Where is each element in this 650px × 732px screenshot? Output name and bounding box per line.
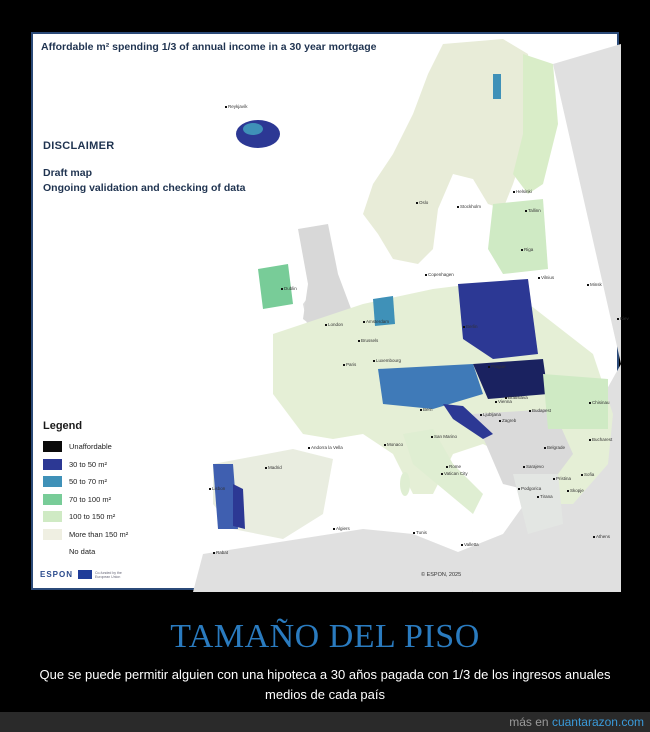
legend-swatch-no-data <box>43 546 62 557</box>
city-label: Stockholm <box>457 204 481 209</box>
city-label: Reykjavík <box>225 104 248 109</box>
city-label: Tunis <box>413 530 427 535</box>
legend-item: More than 150 m² <box>43 526 128 544</box>
legend-item: 50 to 70 m² <box>43 473 128 491</box>
city-label: Rome <box>446 464 461 469</box>
disclaimer <box>43 140 245 194</box>
map-title: Affordable m² spending 1/3 of annual income in a 30 year mortgage <box>41 41 377 53</box>
city-label: Rabat <box>213 550 228 555</box>
city-label: San Marino <box>431 434 457 439</box>
city-label: Sofia <box>581 472 594 477</box>
city-label: Valletta <box>461 542 479 547</box>
caption-subtext: Que se puede permitir alguien con una hipoteca a 30 años pagada con 1/3 de los ingresos anuales medios de cada país <box>39 667 611 702</box>
footer-prefix: más en <box>509 715 549 729</box>
site-link[interactable]: cuantarazon.com <box>551 715 644 729</box>
city-label: Berlin <box>463 324 478 329</box>
eu-cofunded-text: Co-funded by the European Union <box>95 570 122 579</box>
map-legend <box>43 420 128 561</box>
map-frame <box>31 32 629 590</box>
city-label: Bucharest <box>589 437 612 442</box>
city-label: Zagreb <box>499 418 516 423</box>
city-label: Helsinki <box>513 189 532 194</box>
city-label: Belgrade <box>544 445 565 450</box>
city-label: Kiev <box>617 316 629 321</box>
legend-swatch-unaffordable <box>43 441 62 452</box>
legend-swatch-70-100 <box>43 494 62 505</box>
city-label: Oslo <box>416 200 428 205</box>
legend-item: 100 to 150 m² <box>43 508 128 526</box>
city-label: Ljubljana <box>480 412 501 417</box>
disclaimer-line1: Draft map <box>43 167 93 179</box>
city-label: Lisbon <box>209 486 225 491</box>
legend-item: Unaffordable <box>43 438 128 456</box>
espon-logo <box>40 570 123 579</box>
city-label: Vienna <box>495 399 512 404</box>
city-label: Monaco <box>384 442 403 447</box>
city-label: Athens <box>593 534 610 539</box>
city-label: Madrid <box>265 465 282 470</box>
city-label: Bratislava <box>505 395 528 400</box>
city-label: Algiers <box>333 526 350 531</box>
city-label: Vatican City <box>441 471 468 476</box>
city-label: Sarajevo <box>523 464 544 469</box>
city-label: Tallinn <box>525 208 541 213</box>
legend-item: 30 to 50 m² <box>43 456 128 474</box>
legend-swatch-50-70 <box>43 476 62 487</box>
caption-headline: TAMAÑO DEL PISO <box>170 618 480 655</box>
espon-wordmark: ESPON <box>40 570 74 579</box>
city-label: Andorra la Vella <box>308 445 343 450</box>
city-label: Riga <box>521 247 533 252</box>
city-label: Copenhagen <box>425 272 454 277</box>
city-label: Chisinau <box>589 400 610 405</box>
eu-flag-icon <box>78 570 92 579</box>
city-label: Bern <box>420 407 433 412</box>
legend-title: Legend <box>43 420 83 432</box>
legend-item: 70 to 100 m² <box>43 491 128 509</box>
city-label: Tirana <box>537 494 553 499</box>
city-label: Brussels <box>358 338 378 343</box>
legend-swatch-100-150 <box>43 511 62 522</box>
city-label: Vilnius <box>538 275 554 280</box>
city-label: Minsk <box>587 282 602 287</box>
legend-swatch-30-50 <box>43 459 62 470</box>
map-copyright: © ESPON, 2025 <box>421 572 462 578</box>
city-label: Podgorica <box>518 486 541 491</box>
city-label: Amsterdam <box>363 319 389 324</box>
city-label: Prague <box>488 364 506 369</box>
city-label: Luxembourg <box>373 358 401 363</box>
city-label: Pristina <box>553 476 571 481</box>
disclaimer-heading: DISCLAIMER <box>43 140 115 152</box>
city-label: London <box>325 322 343 327</box>
disclaimer-line2: Ongoing validation and checking of data <box>43 182 246 194</box>
city-label: Dublin <box>281 286 297 291</box>
site-footer-bar <box>0 712 650 732</box>
city-label: Skopje <box>567 488 584 493</box>
city-label: Paris <box>343 362 356 367</box>
city-label: Budapest <box>529 408 551 413</box>
legend-swatch-over-150 <box>43 529 62 540</box>
legend-item: No data <box>43 543 128 561</box>
